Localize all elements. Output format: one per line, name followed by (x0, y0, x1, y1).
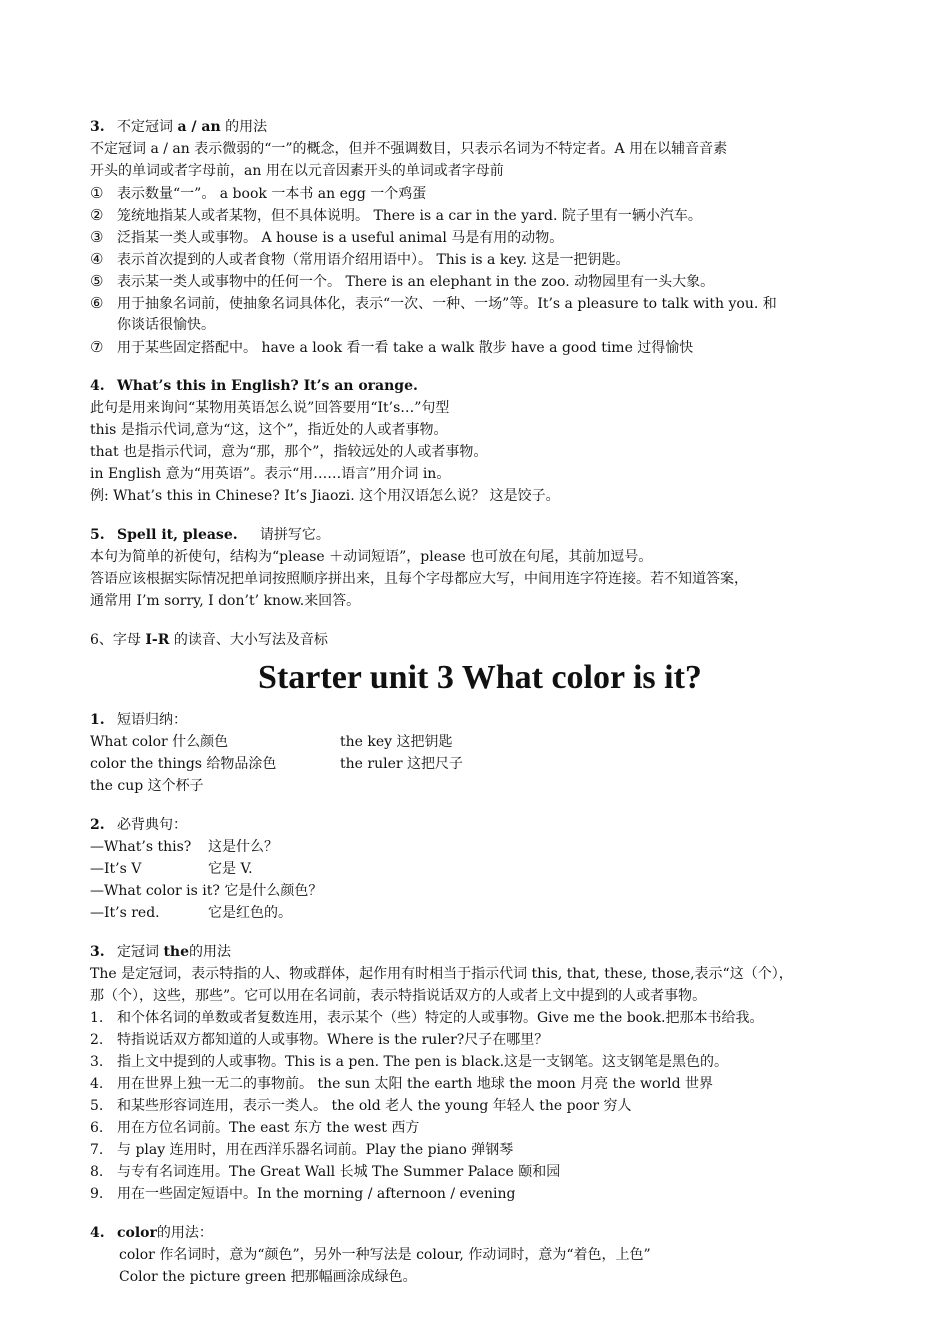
part-3-item-8: 8. 与专有名词连用。The Great Wall 长城 The Summer Palace 颐和园 (90, 1164, 561, 1180)
section-4-line-5: 例: What’s this in Chinese? It’s Jiaozi. 这个用汉语怎么说？ 这是饺子。 (90, 488, 560, 504)
part-3-item-5: 5. 和某些形容词连用，表示一类人。 the old 老人 the young 年轻人 the poor 穷人 (90, 1098, 632, 1114)
phrase-row-3: the cup 这个杯子 (90, 778, 204, 794)
section-3-item-4: ④ 表示首次提到的人或者食物（常用语介绍用语中）。 This is a key. 这是一把钥匙。 (90, 250, 630, 268)
phrase-row-2: color the things 给物品涂色 the ruler 这把尺子 (90, 756, 463, 772)
part-4-line-2: Color the picture green 把那幅画涂成绿色。 (119, 1269, 417, 1285)
unit-title: Starter unit 3 What color is it? (258, 659, 702, 696)
section-3-intro-line-2: 开头的单词或者字母前，an 用在以元音因素开头的单词或者字母前 (90, 163, 504, 179)
section-3-item-6-continued: 你谈话很愉快。 (117, 317, 215, 333)
part-2-heading: 2. 必背典句： (90, 817, 187, 833)
dialogue-line-1: —What’s this? 这是什么？ (90, 839, 278, 855)
section-3-item-3: ③ 泛指某一类人或事物。 A house is a useful animal 马是有用的动物。 (90, 228, 564, 246)
part-1-heading: 1. 短语归纳： (90, 712, 187, 728)
dialogue-line-3: —What color is it? 它是什么颜色？ (90, 883, 323, 899)
section-4-line-2: this 是指示代词,意为“这，这个”，指近处的人或者事物。 (90, 422, 448, 438)
part-3-intro-line-2: 那（个），这些，那些”。它可以用在名词前，表示特指说话双方的人或者上文中提到的人或者事物。 (90, 988, 707, 1004)
dialogue-line-2: —It’s V 它是 V. (90, 861, 253, 877)
section-4-line-3: that 也是指示代词，意为“那，那个”，指较远处的人或者事物。 (90, 444, 488, 460)
section-3-item-6: ⑥ 用于抽象名词前，使抽象名词具体化，表示“一次、一种、一场”等。It’s a pleasure to talk with you. 和 (90, 294, 777, 312)
section-3-item-1: ① 表示数量“一”。 a book 一本书 an egg 一个鸡蛋 (90, 184, 427, 202)
section-4-line-1: 此句是用来询问“某物用英语怎么说”回答要用“It’s…”句型 (90, 400, 450, 416)
part-4-line-1: color 作名词时，意为“颜色”，另外一种写法是 colour, 作动词时，意为“着色，上色” (119, 1247, 651, 1263)
section-3-heading: 3. 不定冠词 a / an 的用法 (90, 119, 268, 135)
section-5-line-1: 本句为简单的祈使句，结构为“please ＋动词短语”，please 也可放在句尾，其前加逗号。 (90, 549, 653, 565)
section-5-heading: 5. Spell it, please. 请拼写它。 (90, 527, 330, 543)
section-4-line-4: in English 意为“用英语”。表示“用……语言”用介词 in。 (90, 466, 451, 482)
part-3-item-6: 6. 用在方位名词前。The east 东方 the west 西方 (90, 1120, 420, 1136)
section-4-heading: 4. What’s this in English? It’s an orange. (90, 378, 418, 394)
part-4-heading: 4. color的用法： (90, 1225, 213, 1241)
phrase-row-1: What color 什么颜色 the key 这把钥匙 (90, 734, 453, 750)
part-3-item-4: 4. 用在世界上独一无二的事物前。 the sun 太阳 the earth 地球 the moon 月亮 the world 世界 (90, 1076, 713, 1092)
section-5-line-2: 答语应该根据实际情况把单词按照顺序拼出来，且每个字母都应大写，中间用连字符连接。若不知道答案， (90, 571, 748, 587)
section-3-item-7: ⑦ 用于某些固定搭配中。 have a look 看一看 take a walk 散步 have a good time 过得愉快 (90, 338, 694, 356)
section-3-item-5: ⑤ 表示某一类人或事物中的任何一个。 There is an elephant in the zoo. 动物园里有一头大象。 (90, 272, 715, 290)
part-3-intro-line-1: The 是定冠词，表示特指的人、物或群体，起作用有时相当于指示代词 this, that, these, those,表示“这（个）， (90, 966, 793, 982)
part-3-item-1: 1. 和个体名词的单数或者复数连用，表示某个（些）特定的人或事物。Give me the book.把那本书给我。 (90, 1010, 764, 1026)
document-page (90, 116, 870, 1288)
section-6-heading: 6、字母 I-R 的读音、大小写法及音标 (90, 632, 328, 648)
part-3-heading: 3. 定冠词 the的用法 (90, 944, 232, 960)
section-5-line-3: 通常用 I’m sorry, I don’t’ know.来回答。 (90, 593, 361, 609)
dialogue-line-4: —It’s red. 它是红色的。 (90, 905, 292, 921)
section-3-item-2: ② 笼统地指某人或者某物，但不具体说明。 There is a car in the yard. 院子里有一辆小汽车。 (90, 206, 702, 224)
section-3-intro-line-1: 不定冠词 a / an 表示微弱的“一”的概念，但并不强调数目，只表示名词为不特定者。A 用在以辅音音素 (90, 141, 728, 157)
part-3-item-9: 9. 用在一些固定短语中。In the morning / afternoon / evening (90, 1186, 516, 1202)
part-3-item-2: 2. 特指说话双方都知道的人或事物。Where is the ruler?尺子在哪里？ (90, 1032, 549, 1048)
part-3-item-7: 7. 与 play 连用时，用在西洋乐器名词前。Play the piano 弹钢琴 (90, 1142, 514, 1158)
part-3-item-3: 3. 指上文中提到的人或事物。This is a pen. The pen is black.这是一支钢笔。这支钢笔是黑色的。 (90, 1054, 729, 1070)
